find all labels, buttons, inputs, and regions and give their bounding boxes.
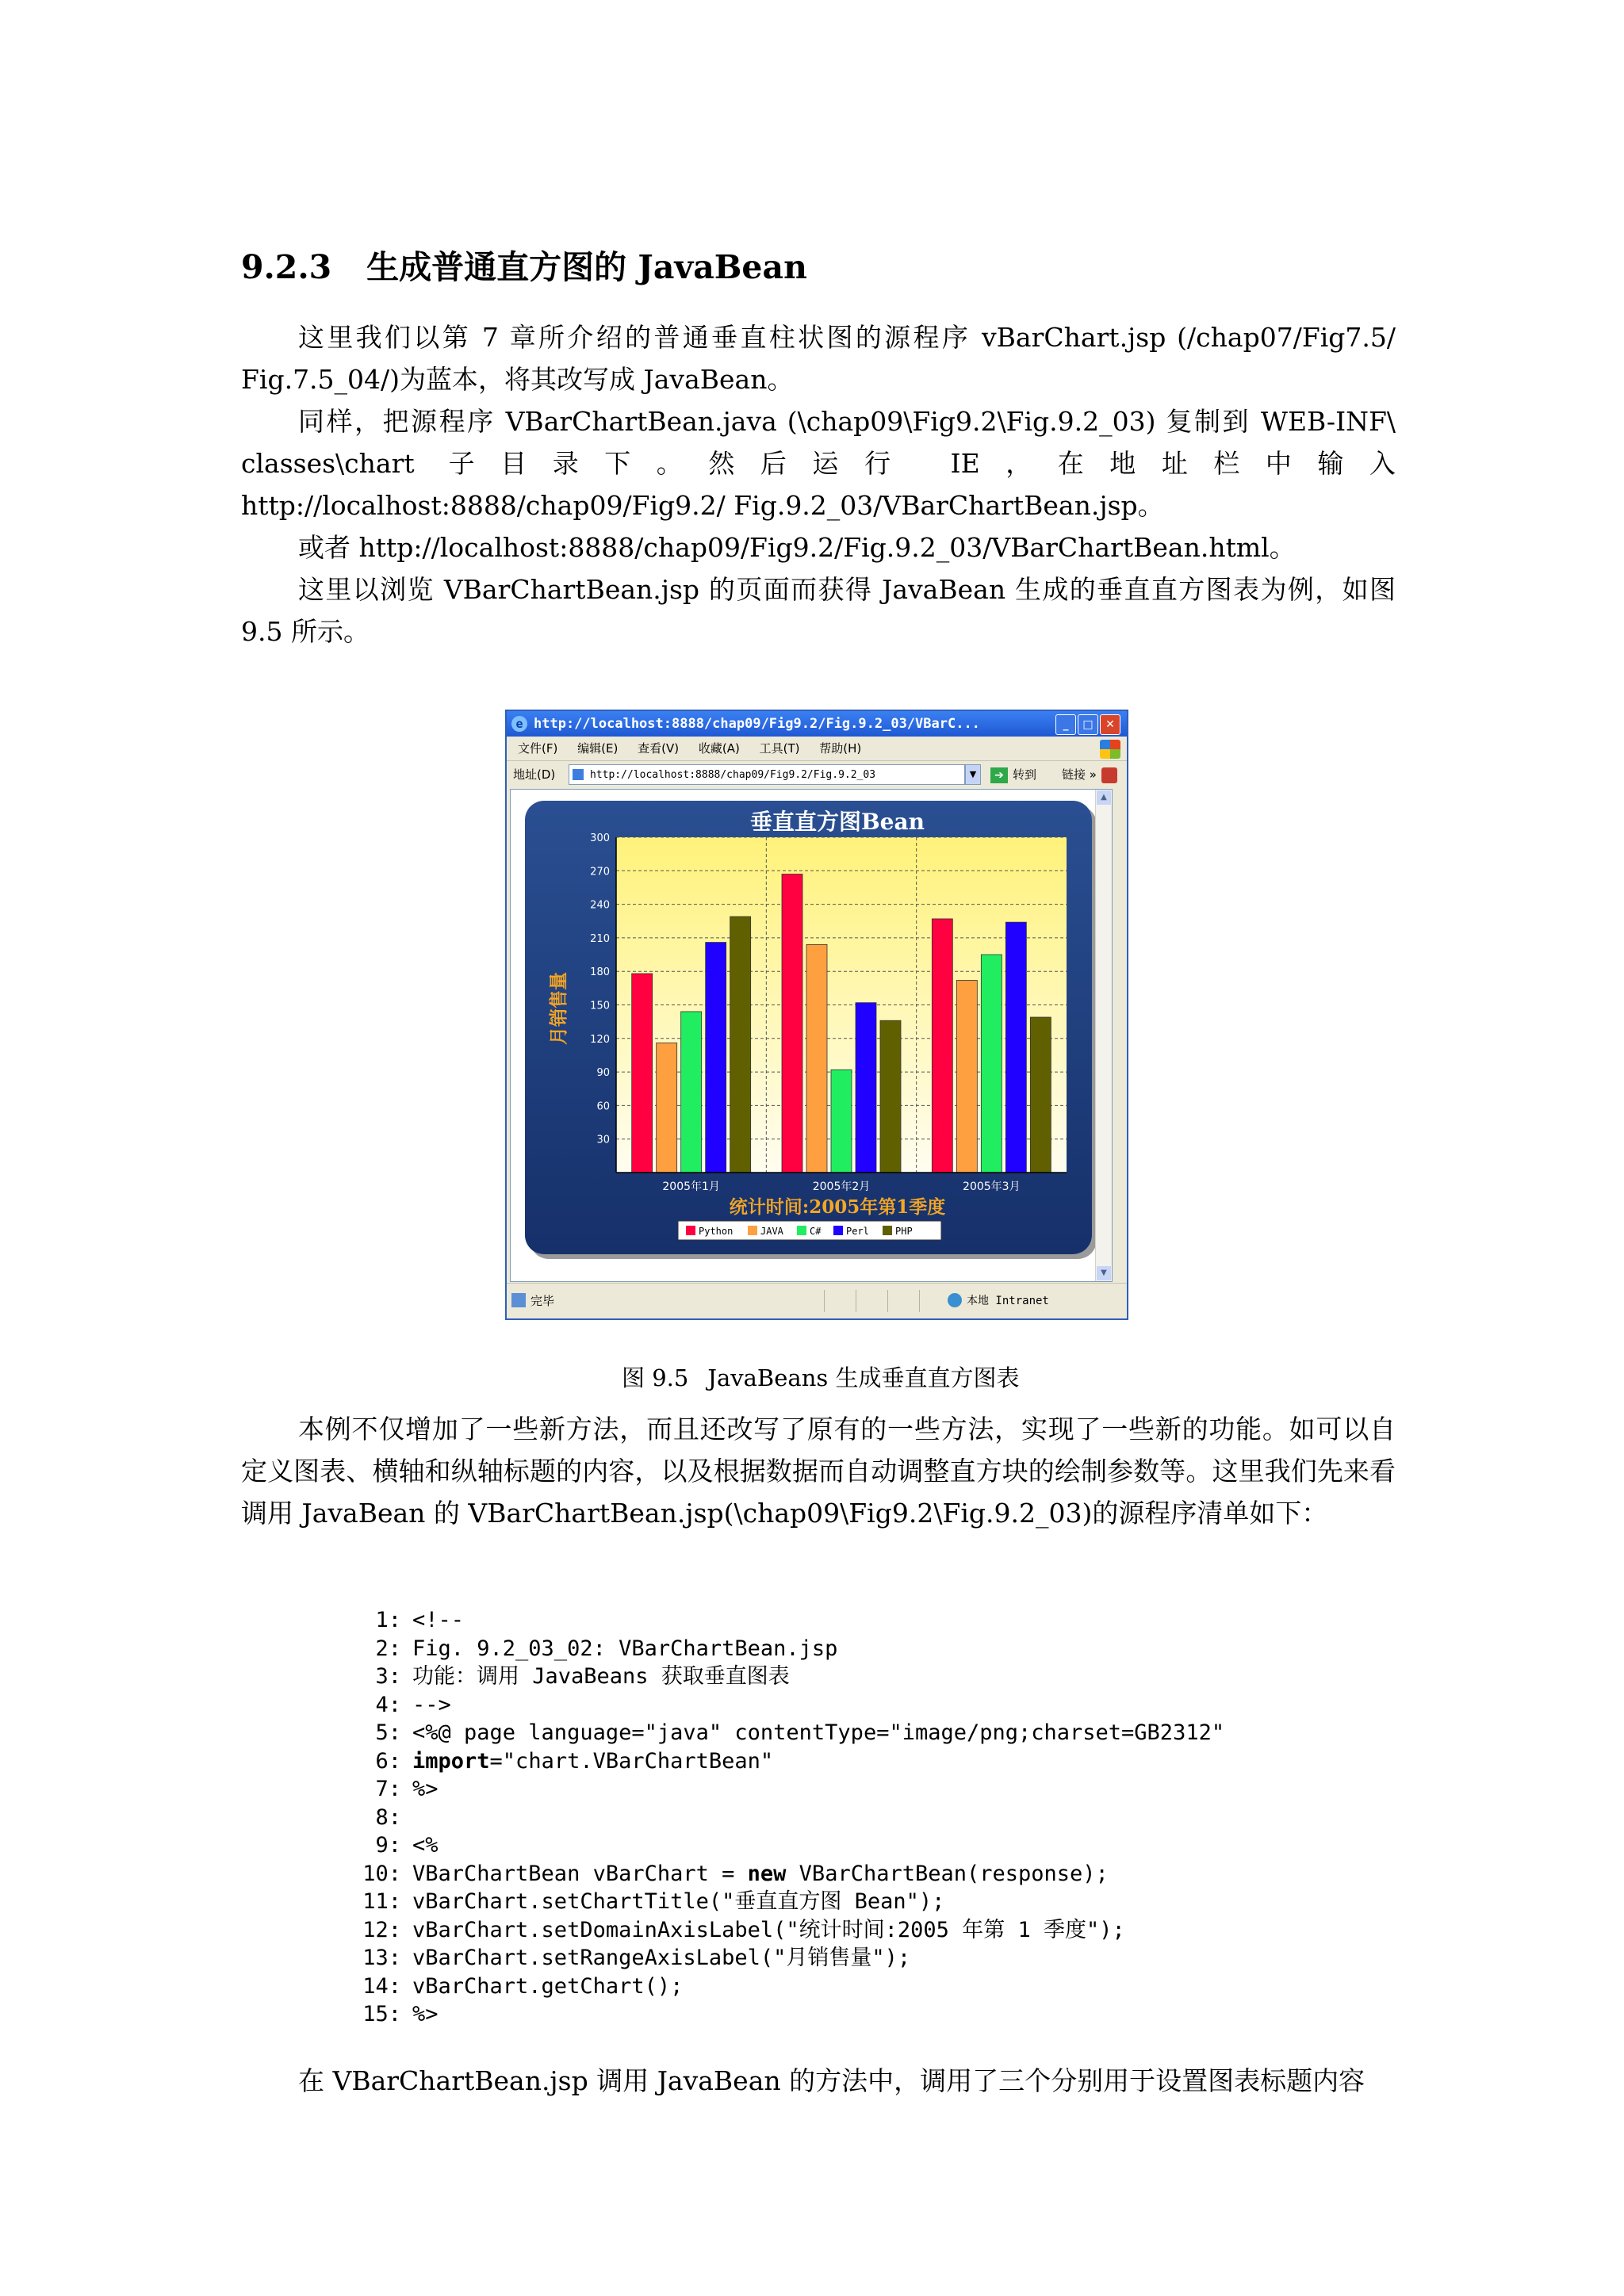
status-zone: 本地 Intranet [967,1295,1049,1307]
code-line [349,1775,1224,1804]
menu-file[interactable]: 文件(F) [518,741,558,756]
code-line [349,1663,1224,1691]
address-value: http://localhost:8888/chap09/Fig9.2/Fig.9.2_03 [590,769,876,781]
bar-perl [856,1003,876,1173]
figure-number: 图 9.5 [622,1364,689,1391]
paragraph-6: 在 VBarChartBean.jsp 调用 JavaBean 的方法中，调用了三个分别用于设置图表标题内容 [298,2065,1365,2096]
code-text: %> [412,2002,439,2026]
y-tick-label: 240 [590,899,610,912]
code-line [349,1804,1224,1832]
paragraph-1-text: 这里我们以第 7 章所介绍的普通垂直柱状图的源程序 vBarChart.jsp (/chap07/Fig7.5/ Fig.7.5_04/)为蓝本，将其改写成 JavaBean。 [241,322,1396,395]
line-number: 12: [362,1917,401,1942]
menu-bar [507,737,1127,761]
code-text: Fig. 9.2_03_02: VBarChartBean.jsp [412,1636,838,1661]
code-text: 功能：调用 JavaBeans 获取垂直图表 [412,1664,790,1689]
code-text: <% [412,1833,439,1858]
y-tick-label: 300 [590,832,610,844]
legend-swatch [883,1226,892,1235]
bar-python [632,974,653,1173]
legend-label: C# [810,1226,822,1237]
bar-perl [1005,922,1026,1173]
menu-favorites[interactable]: 收藏(A) [698,741,740,756]
legend-swatch [797,1226,806,1235]
menu-tools[interactable]: 工具(T) [759,741,800,756]
y-tick-label: 90 [596,1067,610,1080]
code-text: vBarChart.getChart(); [412,1973,684,1999]
y-tick-label: 270 [590,866,610,878]
section-number: 9.2.3 [241,248,332,286]
bar-php [880,1020,901,1173]
line-number: 2: [375,1636,401,1661]
code-line [349,1888,1224,1916]
intranet-globe-icon [948,1293,962,1307]
bar-perl [706,943,726,1173]
status-done: 完毕 [530,1294,555,1308]
scroll-up-icon[interactable]: ▲ [1097,790,1111,805]
section-title: 生成普通直方图的 JavaBean [366,248,807,286]
code-text: vBarChart.setRangeAxisLabel("月销售量"); [412,1946,911,1970]
maximize-button[interactable]: □ [1078,714,1098,735]
bar-c [981,955,1002,1173]
legend-swatch [748,1226,757,1235]
legend-label: JAVA [760,1226,783,1237]
paragraph-2: 同样，把源程序 VBarChartBean.java (\chap09\Fig9.2\Fig.9.2_03) 复制到 WEB-INF\ classes\chart 子目录下。然后运行 IE，在地址栏中输入 http://localhost:8888/chap09/Fig9.2/ Fig.9.2_03/VBarChartBean.jsp。 [241,406,1396,521]
vertical-scrollbar[interactable] [1095,790,1112,1281]
legend-label: Python [699,1226,733,1237]
chart-title: 垂直直方图Bean [750,809,925,835]
page-done-icon [511,1293,526,1307]
windows-logo-icon [1100,740,1120,759]
bar-c [831,1070,852,1173]
line-number: 1: [375,1608,401,1632]
figure-caption-text: JavaBeans 生成垂直直方图表 [707,1364,1020,1391]
bar-chart [525,801,1092,1254]
browser-window [505,710,1128,1320]
legend-swatch [686,1226,695,1235]
browser-titlebar [507,711,1127,737]
chart-panel [525,801,1092,1254]
bar-php [730,916,751,1173]
line-number: 7: [375,1777,401,1801]
line-number: 8: [375,1804,401,1830]
close-button[interactable]: ✕ [1100,714,1120,735]
code-line [349,1831,1224,1860]
y-tick-label: 180 [590,966,610,979]
section-heading [241,241,807,288]
code-listing [349,1606,1224,2029]
code-text: ="chart.VBarChartBean" [489,1748,774,1774]
code-line [349,1916,1224,1945]
line-number: 15: [362,2002,401,2026]
code-text: %> [412,1777,439,1801]
code-keyword: new [747,1861,787,1886]
legend-label: PHP [895,1226,913,1237]
line-number: 6: [375,1748,401,1774]
figure-caption [622,1360,1019,1393]
x-tick-label: 2005年2月 [812,1181,871,1193]
code-text: VBarChartBean(response); [786,1861,1109,1886]
line-number: 11: [362,1889,401,1914]
x-tick-label: 2005年3月 [963,1181,1021,1193]
legend-label: Perl [846,1226,869,1237]
code-line [349,2000,1224,2029]
status-separator [824,1290,825,1312]
x-axis-label: 统计时间:2005年第1季度 [729,1196,946,1218]
scroll-down-icon[interactable]: ▼ [1097,1266,1111,1280]
bar-java [956,980,977,1173]
address-dropdown-icon[interactable]: ▼ [965,764,981,785]
line-number: 10: [362,1861,401,1886]
address-label: 地址(D) [513,767,556,782]
legend-swatch [833,1226,843,1235]
x-tick-label: 2005年1月 [662,1181,720,1193]
page-icon [573,769,584,780]
menu-edit[interactable]: 编辑(E) [577,741,619,756]
code-line [349,1860,1224,1888]
code-line [349,1691,1224,1720]
y-tick-label: 30 [596,1134,610,1146]
address-bar [507,761,1127,788]
code-text: <%@ page language="java" contentType="image/png;charset=GB2312" [412,1720,1225,1745]
code-line [349,1635,1224,1663]
code-text: VBarChartBean vBarChart = [412,1861,748,1886]
bar-python [932,919,952,1173]
y-tick-label: 60 [596,1100,610,1113]
go-arrow-icon[interactable]: ➔ [990,767,1008,783]
code-keyword: import [412,1748,490,1774]
y-tick-label: 150 [590,1000,610,1012]
bar-php [1030,1017,1051,1173]
ie-icon: e [511,716,527,732]
menu-view[interactable]: 查看(V) [638,741,680,756]
status-separator [919,1290,920,1312]
code-text: --> [412,1692,451,1717]
line-number: 3: [375,1664,401,1689]
line-number: 9: [375,1833,401,1858]
status-separator [887,1290,888,1312]
bar-python [782,874,802,1173]
paragraph-1 [241,316,1396,400]
y-axis-label: 月销售量 [548,972,569,1045]
minimize-button[interactable]: _ [1055,714,1076,735]
browser-title: http://localhost:8888/chap09/Fig9.2/Fig.9.2_03/VBarC... [534,716,980,732]
paragraph-4: 这里以浏览 VBarChartBean.jsp 的页面而获得 JavaBean 生成的垂直直方图表为例，如图 9.5 所示。 [241,574,1396,647]
code-line [349,1606,1224,1635]
menu-help[interactable]: 帮助(H) [819,741,862,756]
code-line [349,1747,1224,1776]
code-text: <!-- [412,1608,465,1632]
browser-viewport [510,789,1113,1282]
code-line [349,1973,1224,2001]
code-text: vBarChart.setChartTitle("垂直直方图 Bean"); [412,1889,945,1914]
line-number: 13: [362,1946,401,1970]
line-number: 5: [375,1720,401,1745]
line-number: 14: [362,1973,401,1999]
toolbar-extension-icon[interactable] [1101,767,1117,783]
code-line [349,1944,1224,1973]
paragraph-5: 本例不仅增加了一些新方法，而且还改写了原有的一些方法，实现了一些新的功能。如可以自定义图表、横轴和纵轴标题的内容，以及根据数据而自动调整直方块的绘制参数等。这里我们先来看调用 JavaBean 的 VBarChartBean.jsp(\chap09\Fig9.2\Fig.9.2_03)的源程序清单如下： [241,1414,1396,1529]
go-button[interactable]: 转到 [1013,767,1037,782]
y-tick-label: 120 [590,1033,610,1046]
bar-c [681,1012,702,1173]
code-line [349,1719,1224,1747]
code-text: vBarChart.setDomainAxisLabel("统计时间:2005 年第 1 季度"); [412,1917,1125,1942]
bar-java [806,944,827,1173]
line-number: 4: [375,1692,401,1717]
y-tick-label: 210 [590,932,610,945]
address-input[interactable] [569,764,965,785]
paragraph-3: 或者 http://localhost:8888/chap09/Fig9.2/Fig.9.2_03/VBarChartBean.html。 [298,532,1296,563]
links-button[interactable]: 链接 » [1062,767,1097,782]
bar-java [657,1043,677,1173]
status-bar [507,1283,1127,1318]
